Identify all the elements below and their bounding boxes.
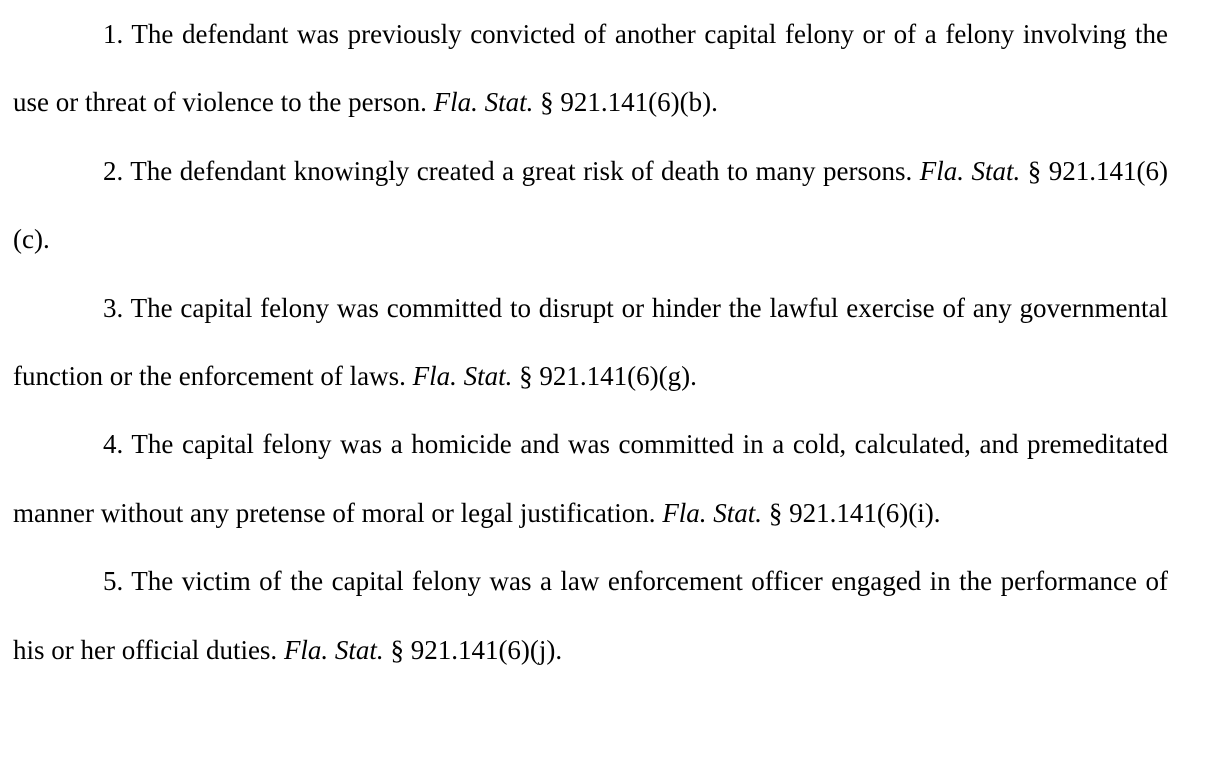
- paragraph-text: The victim of the capital felony was a law enforcement officer engaged in the performance of his or her official duties.: [13, 566, 1168, 665]
- paragraph-number: 3.: [103, 292, 124, 323]
- statute-citation: Fla. Stat.: [412, 361, 513, 392]
- paragraph-number: 4.: [103, 429, 124, 460]
- aggravator-paragraph-2: [13, 137, 1168, 274]
- statute-section: § 921.141(6)(i).: [768, 497, 941, 528]
- aggravator-paragraph-4: [13, 410, 1168, 547]
- paragraph-number: 1.: [103, 19, 124, 49]
- aggravator-paragraph-1: [13, 0, 1168, 137]
- paragraph-text: The defendant was previously convicted of another capital felony or of a felony involving the use or threat of violence to the person.: [13, 19, 1169, 118]
- paragraph-text: The defendant knowingly created a great risk of death to many persons.: [130, 155, 913, 186]
- statute-citation: Fla. Stat.: [283, 634, 384, 665]
- aggravator-paragraph-3: [13, 274, 1168, 411]
- document-body: [13, 0, 1168, 684]
- aggravator-paragraph-5: [13, 547, 1168, 684]
- statute-section: § 921.141(6)(c).: [13, 155, 1169, 255]
- paragraph-number: 2.: [103, 155, 124, 186]
- paragraph-text: The capital felony was committed to disrupt or hinder the lawful exercise of any governmental function or the enforcement of laws.: [13, 292, 1169, 392]
- paragraph-text: The capital felony was a homicide and was committed in a cold, calculated, and premeditated manner without any pretense of moral or legal justification.: [13, 429, 1168, 528]
- statute-section: § 921.141(6)(g).: [519, 361, 697, 392]
- paragraph-number: 5.: [103, 566, 124, 597]
- statute-citation: Fla. Stat.: [919, 155, 1021, 186]
- statute-section: § 921.141(6)(j).: [390, 634, 563, 665]
- statute-citation: Fla. Stat.: [662, 497, 763, 528]
- statute-section: § 921.141(6)(b).: [540, 87, 718, 118]
- statute-citation: Fla. Stat.: [433, 87, 534, 118]
